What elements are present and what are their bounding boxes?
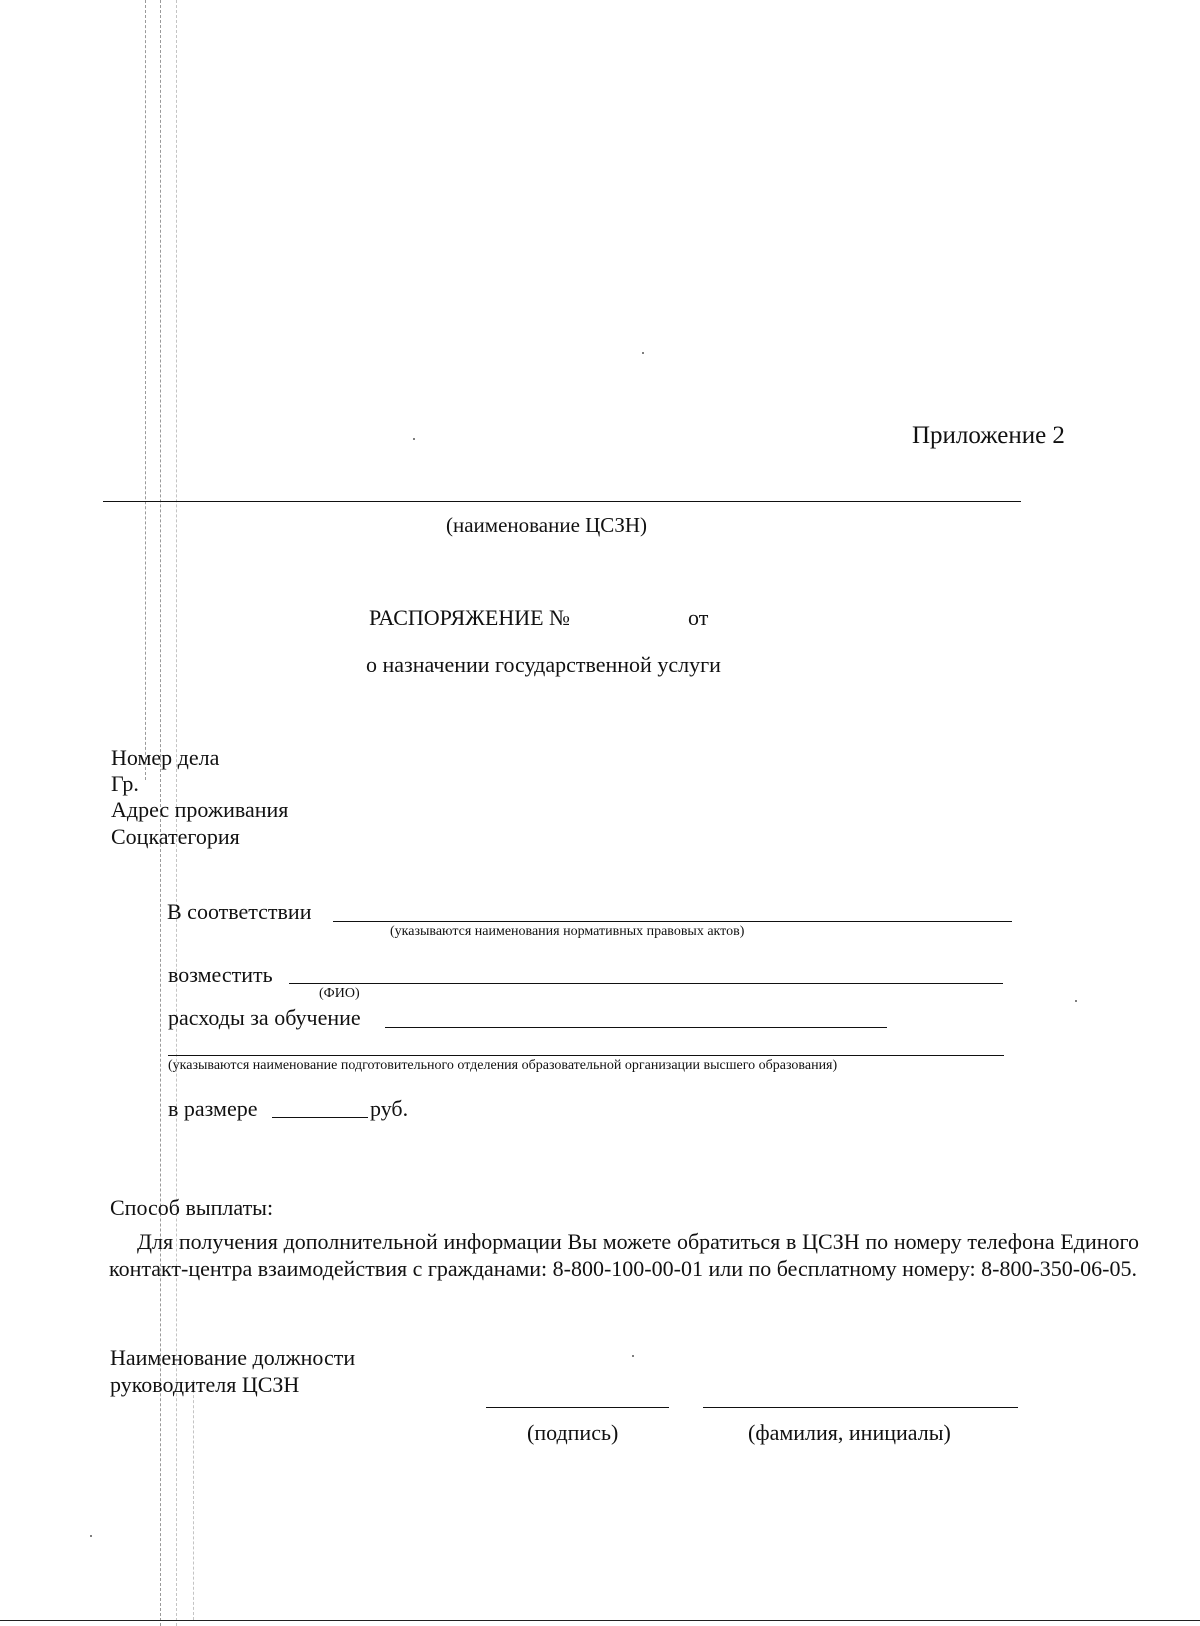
reimburse-label: возместить <box>168 962 273 987</box>
org-name-line <box>103 501 1021 502</box>
citizen-label: Гр. <box>111 771 139 796</box>
basis-field-line <box>333 921 1012 922</box>
order-date-prefix: от <box>688 605 709 630</box>
address-label: Адрес проживания <box>111 797 289 822</box>
scan-speck <box>1075 1000 1077 1002</box>
basis-label: В соответствии <box>167 899 312 924</box>
appendix-label: Приложение 2 <box>912 422 1065 449</box>
expenses-label: расходы за обучение <box>168 1005 361 1030</box>
org-name-caption: (наименование ЦСЗН) <box>446 513 647 537</box>
amount-prefix: в размере <box>168 1096 258 1121</box>
fio-caption: (ФИО) <box>319 986 360 1001</box>
order-title: РАСПОРЯЖЕНИЕ № <box>369 605 571 630</box>
signatory-position-line1: Наименование должности <box>110 1345 356 1370</box>
page-bottom-edge <box>0 1620 1200 1621</box>
institution-field-line <box>168 1055 1004 1056</box>
signature-line <box>486 1407 669 1408</box>
basis-caption: (указываются наименования нормативных правовых актов) <box>390 924 745 939</box>
scan-artifact-line <box>145 0 146 780</box>
institution-caption: (указываются наименование подготовительного отделения образовательной организации высшего образования) <box>168 1058 838 1073</box>
scan-speck <box>90 1535 92 1537</box>
scan-speck <box>632 1355 634 1357</box>
reimburse-field-line <box>289 983 1003 984</box>
order-subject: о назначении государственной услуги <box>366 652 721 677</box>
case-number-label: Номер дела <box>111 745 220 770</box>
scan-speck <box>642 352 644 354</box>
name-line <box>703 1407 1018 1408</box>
expenses-field-line <box>385 1027 887 1028</box>
social-category-label: Соцкатегория <box>111 824 240 849</box>
name-caption: (фамилия, инициалы) <box>748 1420 951 1445</box>
amount-suffix: руб. <box>370 1096 409 1121</box>
scan-speck <box>413 438 415 440</box>
payment-method-label: Способ выплаты: <box>110 1195 274 1220</box>
scan-artifact-line <box>193 1380 194 1620</box>
signatory-position-line2: руководителя ЦСЗН <box>110 1372 300 1397</box>
amount-field-line <box>272 1117 368 1118</box>
info-paragraph: Для получения дополнительной информации Вы можете обратиться в ЦСЗН по номеру телефона Единого контакт-центра взаимодействия с гражданами: 8-800-100-00-01 или по бесплатному номеру: 8-800-350-06-05. <box>109 1229 1139 1281</box>
signature-caption: (подпись) <box>527 1420 619 1445</box>
